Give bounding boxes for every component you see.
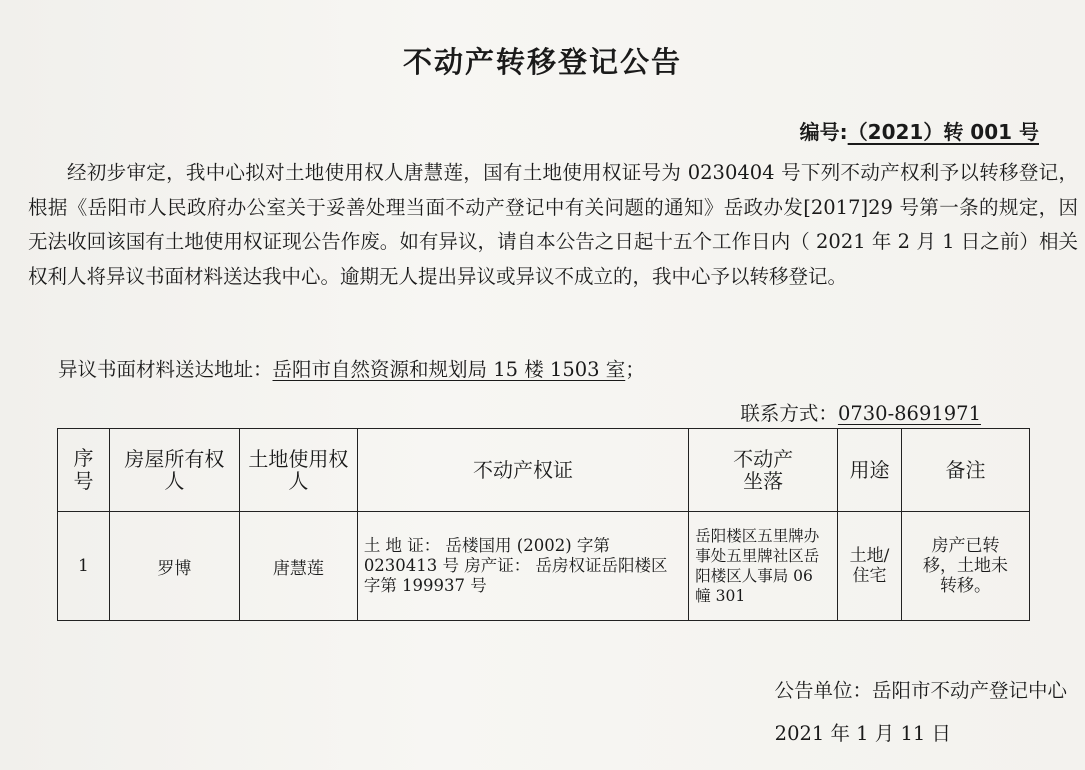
table-header-row <box>58 429 1030 512</box>
address-value: 岳阳市自然资源和规划局 15 楼 1503 室 <box>272 358 626 381</box>
header-house-owner: 房屋所有权人 <box>109 429 239 512</box>
issue-date: 2021 年 1 月 11 日 <box>774 722 951 745</box>
cell-certificate: 土 地 证： 岳楼国用 (2002) 字第 0230413 号 房产证： 岳房权证岳阳楼区字第 199937 号 <box>357 512 688 621</box>
cell-remark: 房产已转移，土地未转移。 <box>902 512 1030 621</box>
cell-house-owner: 罗博 <box>109 512 239 621</box>
contact-phone: 0730-8691971 <box>837 402 981 425</box>
address-suffix: ； <box>625 358 645 381</box>
cell-location: 岳阳楼区五里牌办事处五里牌社区岳阳楼区人事局 06 幢 301 <box>689 512 838 621</box>
cell-no: 1 <box>58 512 110 621</box>
document-number-label: 编号: <box>799 120 848 144</box>
property-table <box>57 428 1030 621</box>
issuing-unit <box>774 675 1067 703</box>
document-number-value: （2021）转 001 号 <box>847 120 1039 144</box>
cell-usage: 土地/住宅 <box>838 512 902 621</box>
header-land-user: 土地使用权人 <box>239 429 357 512</box>
objection-address <box>58 354 645 382</box>
contact-label: 联系方式： <box>740 402 838 425</box>
address-label: 异议书面材料送达地址： <box>58 358 273 381</box>
header-location: 不动产坐落 <box>689 429 838 512</box>
contact-info <box>740 398 981 426</box>
issuing-unit-label: 公告单位： <box>774 679 872 702</box>
announcement-body: 经初步审定，我中心拟对土地使用权人唐慧莲，国有土地使用权证号为 0230404 号下列不动产权利予以转移登记，根据《岳阳市人民政府办公室关于妥善处理当面不动产登记中有关问题的通知》岳政办发[2017]29 号第一条的规定，因无法收回该国有土地使用权证现公告作废。如有异议，请自本公告之日起十五个工作日内（ 2021 年 2 月 1 日之前）相关权利人将异议书面材料送达我中心。逾期无人提出异议或异议不成立的，我中心予以转移登记。 <box>28 161 1078 288</box>
header-certificate: 不动产权证 <box>357 429 688 512</box>
page-title: 不动产转移登记公告 <box>402 45 682 79</box>
header-remark: 备注 <box>902 429 1030 512</box>
header-usage: 用途 <box>838 429 902 512</box>
header-no: 序号 <box>58 429 110 512</box>
cell-land-user: 唐慧莲 <box>239 512 357 621</box>
issuing-unit-value: 岳阳市不动产登记中心 <box>871 679 1067 702</box>
document-number <box>800 116 1039 145</box>
table-row <box>58 512 1030 621</box>
